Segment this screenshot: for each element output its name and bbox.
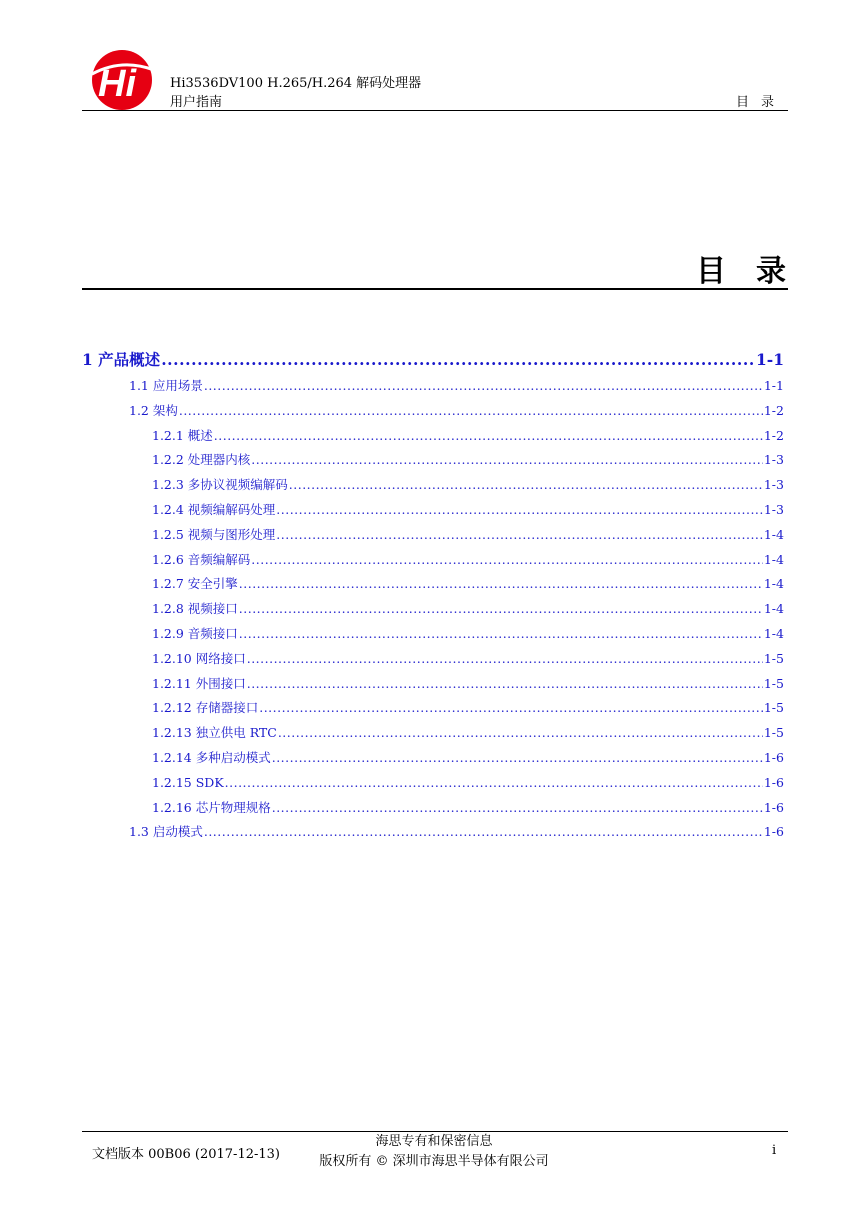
toc-entry-page[interactable]: 1-5 <box>763 700 784 716</box>
toc-entry-page[interactable]: 1-2 <box>763 427 784 443</box>
toc-dot-leader <box>247 672 763 697</box>
toc-entry-label[interactable]: 1.2.9 音频接口 <box>152 625 238 641</box>
toc-dot-leader <box>276 523 763 548</box>
page-header <box>82 40 788 112</box>
toc-dot-leader <box>259 696 763 721</box>
title-divider <box>82 288 788 290</box>
toc-entry[interactable] <box>82 473 784 498</box>
toc-entry-page[interactable]: 1-5 <box>763 725 784 741</box>
toc-entry-page[interactable]: 1-1 <box>763 378 784 393</box>
toc-dot-leader <box>225 771 763 796</box>
page-number: i <box>772 1143 777 1158</box>
toc-entry-label[interactable]: 1.3 启动模式 <box>129 824 203 840</box>
toc-dot-leader <box>247 647 763 672</box>
toc-entry[interactable] <box>82 647 784 672</box>
toc-entry-label[interactable]: 1.1 应用场景 <box>129 378 203 393</box>
toc-entry-label[interactable]: 1.2.2 处理器内核 <box>152 452 251 468</box>
toc-entry-label[interactable]: 1.2.11 外围接口 <box>152 675 246 691</box>
toc-entry[interactable] <box>82 346 784 374</box>
toc-entry-page[interactable]: 1-3 <box>763 452 784 468</box>
toc-entry-label[interactable]: 1.2.8 视频接口 <box>152 601 238 617</box>
toc-entry-page[interactable]: 1-6 <box>763 824 784 840</box>
toc-entry-page[interactable]: 1-3 <box>763 477 784 493</box>
toc-entry-page[interactable]: 1-2 <box>763 402 784 418</box>
toc-dot-leader <box>272 796 763 821</box>
toc-dot-leader <box>251 448 763 473</box>
toc-entry[interactable] <box>82 572 784 597</box>
hisilicon-logo <box>88 44 156 112</box>
toc-entry-label[interactable]: 1.2.3 多协议视频编解码 <box>152 477 288 493</box>
toc-entry-page[interactable]: 1-4 <box>763 551 784 567</box>
toc-dot-leader <box>204 820 763 845</box>
toc-entry-label[interactable]: 1.2.4 视频编解码处理 <box>152 501 276 517</box>
toc-dot-leader <box>239 572 763 597</box>
toc-entry-page[interactable]: 1-6 <box>763 749 784 765</box>
table-of-contents <box>82 346 784 845</box>
document-title: Hi3536DV100 H.265/H.264 解码处理器 <box>170 76 422 91</box>
toc-entry[interactable] <box>82 771 784 796</box>
toc-entry[interactable] <box>82 498 784 523</box>
toc-entry-page[interactable]: 1-4 <box>763 625 784 641</box>
toc-entry[interactable] <box>82 796 784 821</box>
toc-entry-label[interactable]: 1.2.5 视频与图形处理 <box>152 526 276 542</box>
toc-dot-leader <box>239 622 763 647</box>
toc-entry-page[interactable]: 1-6 <box>763 799 784 815</box>
toc-entry-page[interactable]: 1-1 <box>755 350 784 369</box>
toc-dot-leader <box>278 721 763 746</box>
logo-text: Hi <box>98 63 136 105</box>
toc-entry-page[interactable]: 1-4 <box>763 601 784 617</box>
toc-entry-label[interactable]: 1.2.15 SDK <box>152 774 224 790</box>
toc-entry-page[interactable]: 1-5 <box>763 675 784 691</box>
toc-entry-label[interactable]: 1 产品概述 <box>82 350 161 369</box>
document-subtitle: 用户指南 <box>170 95 223 110</box>
toc-entry[interactable] <box>82 721 784 746</box>
toc-entry[interactable] <box>82 622 784 647</box>
toc-entry-page[interactable]: 1-6 <box>763 774 784 790</box>
toc-dot-leader <box>251 548 763 573</box>
confidential-notice: 海思专有和保密信息 <box>375 1134 493 1149</box>
header-divider <box>82 110 788 111</box>
toc-entry-label[interactable]: 1.2.7 安全引擎 <box>152 576 238 592</box>
toc-dot-leader <box>289 473 763 498</box>
page-title: 目录 <box>696 254 816 289</box>
toc-entry[interactable] <box>82 672 784 697</box>
toc-entry[interactable] <box>82 424 784 449</box>
toc-entry-label[interactable]: 1.2.12 存储器接口 <box>152 700 259 716</box>
toc-entry-label[interactable]: 1.2.16 芯片物理规格 <box>152 799 271 815</box>
toc-dot-leader <box>214 424 763 449</box>
toc-entry-page[interactable]: 1-3 <box>763 501 784 517</box>
toc-entry[interactable] <box>82 548 784 573</box>
header-section-name: 目录 <box>735 95 786 110</box>
toc-entry-label[interactable]: 1.2.14 多种启动模式 <box>152 749 271 765</box>
toc-entry-page[interactable]: 1-4 <box>763 526 784 542</box>
toc-entry-label[interactable]: 1.2 架构 <box>129 402 178 418</box>
toc-entry[interactable] <box>82 696 784 721</box>
toc-entry[interactable] <box>82 448 784 473</box>
toc-entry-label[interactable]: 1.2.10 网络接口 <box>152 650 246 666</box>
toc-entry[interactable] <box>82 374 784 399</box>
toc-dot-leader <box>204 374 763 399</box>
toc-entry[interactable] <box>82 399 784 424</box>
toc-entry-label[interactable]: 1.2.13 独立供电 RTC <box>152 725 277 741</box>
toc-entry[interactable] <box>82 597 784 622</box>
toc-dot-leader <box>276 498 763 523</box>
document-version: 文档版本 00B06 (2017-12-13) <box>92 1147 280 1162</box>
toc-entry[interactable] <box>82 820 784 845</box>
toc-dot-leader <box>272 746 763 771</box>
toc-entry-label[interactable]: 1.2.1 概述 <box>152 427 213 443</box>
toc-dot-leader <box>161 346 755 374</box>
toc-dot-leader <box>239 597 763 622</box>
toc-entry-page[interactable]: 1-4 <box>763 576 784 592</box>
toc-dot-leader <box>179 399 763 424</box>
toc-entry-page[interactable]: 1-5 <box>763 650 784 666</box>
copyright-notice: 版权所有 © 深圳市海思半导体有限公司 <box>319 1154 549 1169</box>
toc-entry[interactable] <box>82 746 784 771</box>
toc-entry-label[interactable]: 1.2.6 音频编解码 <box>152 551 251 567</box>
toc-entry[interactable] <box>82 523 784 548</box>
